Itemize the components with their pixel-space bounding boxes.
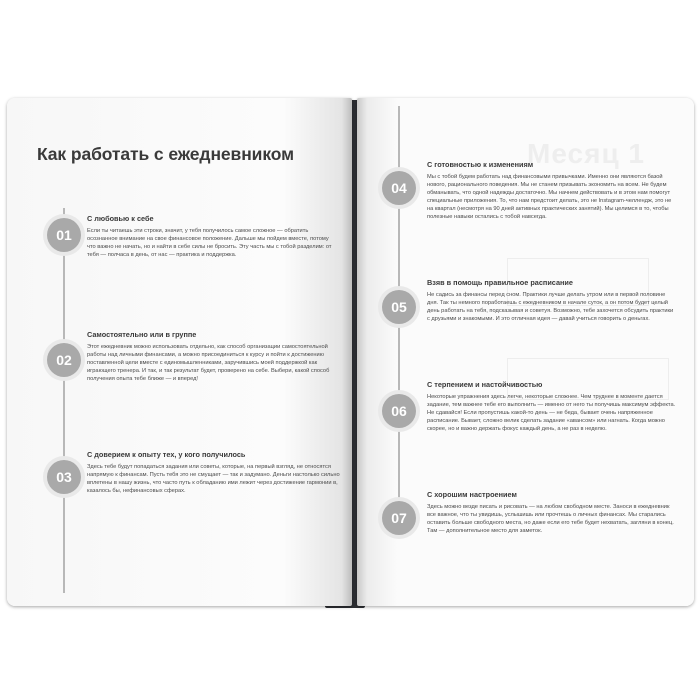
open-diary — [7, 98, 694, 610]
section-text: Если ты читаешь эти строки, значит, у тебя получилось самое сложное — обратить осознанное внимание на свое финансовое положение. Дальше мы пойдем вместе, потому что важно не начать, но и найти в себе силы не бросить. Эту часть мы с тобой разделим: от тебя — полчаса в день, от нас — практика и поддержка. — [87, 228, 332, 258]
step-circle-03: 03 — [47, 460, 81, 494]
step-circle-01: 01 — [47, 218, 81, 252]
page-title: Как работать с ежедневником — [37, 144, 294, 164]
section-01 — [87, 214, 337, 259]
section-heading: С любовью к себе — [87, 214, 154, 223]
section-04 — [427, 160, 677, 221]
step-circle-06: 06 — [382, 394, 416, 428]
section-05 — [427, 278, 677, 323]
section-06 — [427, 380, 677, 433]
timeline-line — [63, 208, 65, 593]
step-circle-05: 05 — [382, 290, 416, 324]
section-heading: С хорошим настроением — [427, 490, 517, 499]
section-text: Не садись за финансы перед сном. Практики лучше делать утром или в первой половине дня. Так ты немного поработаешь с ежедневником в начале суток, а он потом будет целый день работать на тебя, подсказывая и советуя. Возможно, тебе захочется обсудить практики с друзьями и знакомыми. И это отличная идея — давай учиться говорить о деньгах. — [427, 292, 674, 322]
right-page — [357, 98, 694, 606]
section-heading: Самостоятельно или в группе — [87, 330, 197, 339]
section-02 — [87, 330, 337, 383]
step-circle-07: 07 — [382, 501, 416, 535]
section-text: Здесь тебе будут попадаться задания или советы, которые, на первый взгляд, не относятся напрямую к финансам. Пусть тебя это не смущает — так и задумано. Деньги настолько сильно вплетены в нашу жизнь, что часто путь к обладанию ими лежит через достижение гармонии в, казалось бы, нефинансовых сферах. — [87, 464, 340, 494]
step-circle-04: 04 — [382, 171, 416, 205]
watermark-month: Месяц 1 — [527, 138, 646, 169]
section-text: Здесь можно везде писать и рисовать — на любом свободном месте. Заноси в ежедневник все важное, что ты увидишь, услышишь или прочтешь о личных финансах. Мы старались оставить больше свободного места, но даже если его тебе будет нехватать, загляни в конец. Там — дополнительное место для заметок. — [427, 504, 674, 534]
section-heading: Взяв в помощь правильное расписание — [427, 278, 573, 287]
section-heading: С готовностью к изменениям — [427, 160, 534, 169]
section-heading: С доверием к опыту тех, у кого получилось — [87, 450, 246, 459]
section-07 — [427, 490, 677, 535]
section-heading: С терпением и настойчивостью — [427, 380, 543, 389]
section-text: Этот ежедневник можно использовать отдельно, как способ организации самостоятельной работы над личными финансами, а можно присоединиться к курсу и пойти к достижению поставленной цели вместе с единомышленниками, заручившись моей поддержкой как играющего тренера. И так, и так результат будет, проверено на себе. Выбери, какой способ получения опыта тебе ближе — и вперед! — [87, 344, 330, 382]
section-text: Некоторые упражнения здесь легче, некоторые сложнее. Чем труднее в моменте дается задание, тем важнее тебе его выполнить — именно от него ты получишь максимум эффекта. Не сдавайся! Если пропустишь какой-то день — не беда, бывает очень напряженное расписание. Бывает, сложно велик сделать задание «авансом» или нагнать. Когда можно скорее, но и важно держать фокус каждый день, а не раз в неделю. — [427, 394, 676, 432]
section-03 — [87, 450, 342, 495]
left-page — [7, 98, 352, 606]
step-circle-02: 02 — [47, 343, 81, 377]
section-text: Мы с тобой будем работать над финансовыми привычками. Именно они являются базой нового, рационального поведения. Мы не станем призывать экономить на всем. Не будем обманывать, что одной надежды достаточно. Мы начнем действовать и в этом нам помогут специальные приложения. То, что нам предстоит делать, это не Instagram-челлендж, это не на квартал (несмотря на 90 дней активных практических занятий). Мы целимся в то, чтобы полезные навыки остались с тобой навсегда. — [427, 174, 672, 220]
